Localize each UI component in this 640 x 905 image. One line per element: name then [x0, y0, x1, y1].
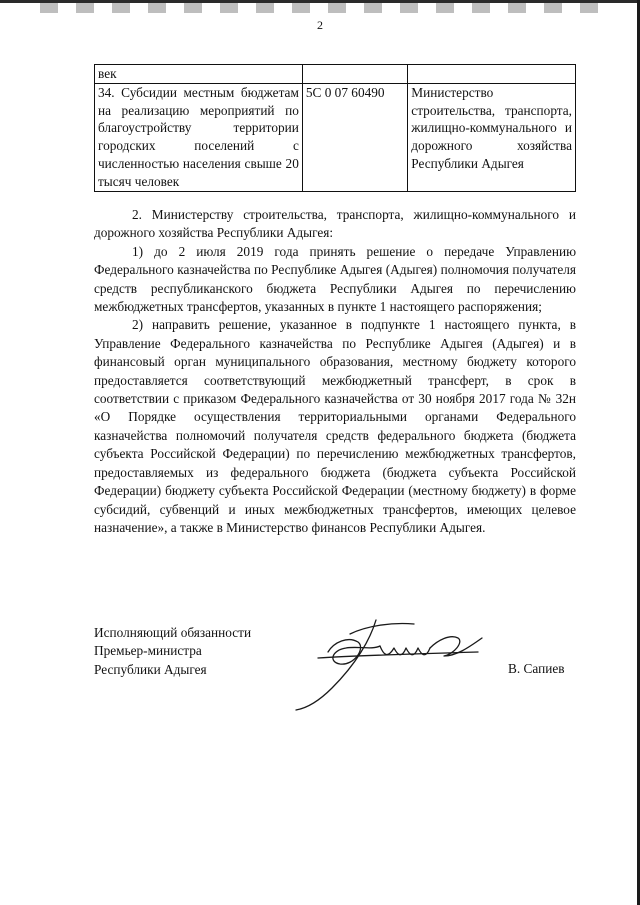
signatory-line-1: Исполняющий обязанности [94, 625, 252, 640]
signatory-line-3: Республики Адыгея [94, 661, 207, 677]
subsidy-table [94, 64, 576, 192]
subitem-1: 1) до 2 июля 2019 года принять решение о передаче Управлению Федерального казначейства по Республике Адыгея (Адыгея) полномочия получателя средств республиканского бюджета Республики Адыгея по перечислению межбюджетных трансфертов, указанных в пункте 1 настоящего распоряжения; [94, 243, 576, 315]
table-continued-row [95, 65, 576, 84]
signatory-name: В. Сапиев [508, 661, 565, 676]
scan-artifact [40, 3, 600, 13]
table-row [95, 83, 576, 191]
continued-text-cell: век [95, 65, 303, 84]
page-number: 2 [317, 18, 323, 32]
signatory-line-2: Премьер-министра [94, 643, 202, 659]
row-code-cell: 5С 0 07 60490 [302, 83, 407, 191]
continued-ministry-cell [408, 65, 576, 84]
document-body [94, 206, 576, 537]
item-2-intro: 2. Министерству строительства, транспорта, жилищно-коммунального и дорожного хозяйства Республики Адыгея: [94, 207, 576, 241]
handwritten-signature [288, 612, 488, 712]
continued-code-cell [302, 65, 407, 84]
row-ministry-cell: Министерство строительства, транспорта, жилищно-коммунального и дорожного хозяйства Республики Адыгея [408, 83, 576, 191]
subitem-2: 2) направить решение, указанное в подпункте 1 настоящего пункта, в Управление Федерального казначейства по Республике Адыгея (Адыгея) и в финансовый орган муниципального образования, местному бюджету которого предоставляется соответствующий межбюджетный трансферт, в срок в соответствии с приказом Федерального казначейства от 30 ноября 2017 года № 32н «О Порядке осуществления территориальными органами Федерального казначейства полномочий получателя средств федерального бюджета (бюджета субъекта Российской Федерации) по перечислению межбюджетных трансфертов, предоставляемых из федерального бюджета (бюджета субъекта Российской Федерации) бюджету субъекта Российской Федерации (местному бюджету) в форме субсидий, субвенций и иных межбюджетных трансфертов, имеющих целевое назначение», а также в Министерство финансов Республики Адыгея. [94, 317, 576, 535]
signatory-title [94, 624, 251, 679]
row-description-cell: 34. Субсидии местным бюджетам на реализацию мероприятий по благоустройству территории городских поселений с численностью населения свыше 20 тысяч человек [95, 83, 303, 191]
